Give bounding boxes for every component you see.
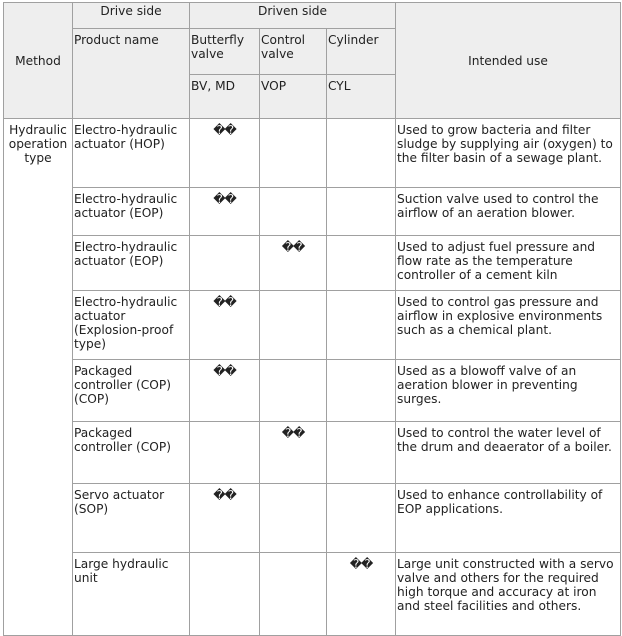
use-cell: Used to control the water level of the drum and deaerator of a boiler.	[396, 422, 621, 484]
cyl-cell	[327, 188, 396, 236]
product-cell: Electro-hydraulic actuator (EOP)	[73, 236, 190, 291]
cyl-cell	[327, 553, 396, 636]
vop-cell	[260, 553, 327, 636]
check-mark: ��	[213, 488, 236, 502]
use-cell: Suction valve used to control the airflow of an aeration blower.	[396, 188, 621, 236]
product-cell: Electro-hydraulic actuator (HOP)	[73, 119, 190, 188]
bv-cell	[190, 119, 260, 188]
product-table	[3, 2, 621, 636]
table-row	[4, 422, 621, 484]
intended-use-header: Intended use	[396, 3, 621, 119]
vop-cell	[260, 422, 327, 484]
product-cell: Electro-hydraulic actuator (EOP)	[73, 188, 190, 236]
check-mark: ��	[213, 295, 236, 309]
vop-cell	[260, 291, 327, 360]
use-cell: Used to enhance controllability of EOP applications.	[396, 484, 621, 553]
table-row	[4, 119, 621, 188]
vop-cell	[260, 236, 327, 291]
cylinder-header: Cylinder	[327, 29, 396, 75]
drive-side-header: Drive side	[73, 3, 190, 29]
product-cell: Servo actuator (SOP)	[73, 484, 190, 553]
bv-cell	[190, 422, 260, 484]
cyl-cell	[327, 422, 396, 484]
product-name-header: Product name	[73, 29, 190, 119]
method-group-cell: Hydraulic operation type	[4, 119, 73, 636]
table-row	[4, 188, 621, 236]
bv-code: BV, MD	[190, 75, 260, 119]
check-mark: ��	[213, 364, 236, 378]
vop-cell	[260, 360, 327, 422]
cyl-cell	[327, 236, 396, 291]
table-row	[4, 360, 621, 422]
check-mark: ��	[281, 426, 305, 440]
table-row	[4, 553, 621, 636]
bv-cell	[190, 291, 260, 360]
use-cell: Large unit constructed with a servo valve and others for the required high torque and accuracy at iron and steel facilities and others.	[396, 553, 621, 636]
check-mark: ��	[349, 557, 373, 571]
bv-cell	[190, 188, 260, 236]
check-mark: ��	[213, 123, 236, 137]
control-valve-header: Control valve	[260, 29, 327, 75]
use-cell: Used as a blowoff valve of an aeration blower in preventing surges.	[396, 360, 621, 422]
bv-cell	[190, 236, 260, 291]
driven-side-header: Driven side	[190, 3, 396, 29]
product-cell: Packaged controller (COP) (COP)	[73, 360, 190, 422]
vop-cell	[260, 188, 327, 236]
use-cell: Used to grow bacteria and filter sludge by supplying air (oxygen) to the filter basin of a sewage plant.	[396, 119, 621, 188]
vop-cell	[260, 484, 327, 553]
table-row	[4, 236, 621, 291]
cyl-cell	[327, 360, 396, 422]
table-row	[4, 484, 621, 553]
use-cell: Used to control gas pressure and airflow in explosive environments such as a chemical plant.	[396, 291, 621, 360]
vop-cell	[260, 119, 327, 188]
vop-code: VOP	[260, 75, 327, 119]
product-cell: Large hydraulic unit	[73, 553, 190, 636]
table-row	[4, 291, 621, 360]
cyl-cell	[327, 484, 396, 553]
bv-cell	[190, 553, 260, 636]
use-cell: Used to adjust fuel pressure and flow rate as the temperature controller of a cement kiln	[396, 236, 621, 291]
cyl-cell	[327, 119, 396, 188]
butterfly-valve-header: Butterfly valve	[190, 29, 260, 75]
check-mark: ��	[281, 240, 305, 254]
method-header: Method	[4, 3, 73, 119]
product-cell: Electro-hydraulic actuator (Explosion-proof type)	[73, 291, 190, 360]
bv-cell	[190, 484, 260, 553]
product-cell: Packaged controller (COP)	[73, 422, 190, 484]
check-mark: ��	[213, 192, 236, 206]
cyl-code: CYL	[327, 75, 396, 119]
bv-cell	[190, 360, 260, 422]
cyl-cell	[327, 291, 396, 360]
